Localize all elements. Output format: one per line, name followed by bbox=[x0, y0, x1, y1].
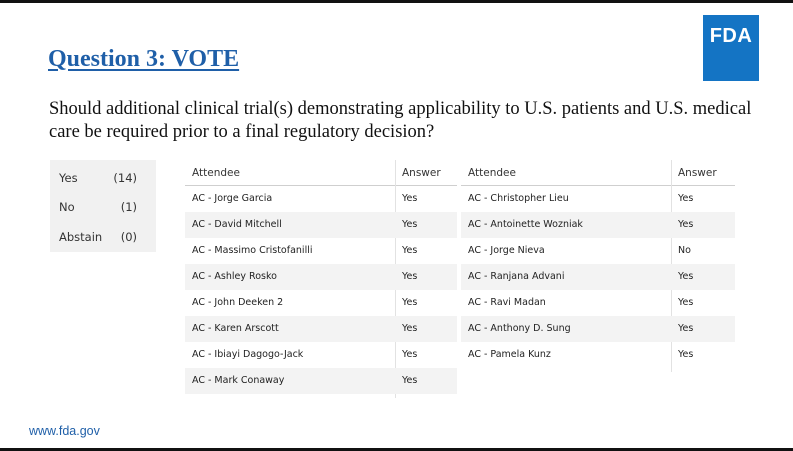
attendee-answer: Yes bbox=[402, 245, 418, 256]
tally-count: (1) bbox=[120, 200, 137, 214]
tally-row-no bbox=[59, 200, 151, 218]
fda-logo-text: FDA bbox=[709, 25, 753, 47]
attendee-answer: Yes bbox=[402, 219, 418, 230]
vote-tally bbox=[50, 160, 156, 252]
attendee-name: AC - Massimo Cristofanilli bbox=[192, 245, 313, 256]
table-row bbox=[461, 290, 735, 316]
attendee-table-right bbox=[461, 160, 735, 398]
tally-row-abstain bbox=[59, 230, 151, 248]
column-header-answer: Answer bbox=[678, 167, 717, 179]
column-header-attendee: Attendee bbox=[468, 167, 516, 179]
attendee-name: AC - Jorge Garcia bbox=[192, 193, 273, 204]
attendee-name: AC - Jorge Nieva bbox=[468, 245, 545, 256]
attendee-answer: Yes bbox=[402, 297, 418, 308]
attendee-name: AC - Karen Arscott bbox=[192, 323, 279, 334]
attendee-answer: No bbox=[678, 245, 691, 256]
table-row bbox=[185, 186, 457, 212]
attendee-answer: Yes bbox=[678, 219, 694, 230]
table-row bbox=[185, 316, 457, 342]
attendee-answer: Yes bbox=[402, 323, 418, 334]
table-row bbox=[461, 186, 735, 212]
table-header bbox=[461, 160, 735, 186]
attendee-name: AC - Ashley Rosko bbox=[192, 271, 277, 282]
fda-logo bbox=[703, 15, 759, 81]
table-row bbox=[461, 212, 735, 238]
column-header-attendee: Attendee bbox=[192, 167, 240, 179]
table-row bbox=[185, 238, 457, 264]
attendee-answer: Yes bbox=[402, 375, 418, 386]
attendee-name: AC - Antoinette Wozniak bbox=[468, 219, 583, 230]
footer-link[interactable]: www.fda.gov bbox=[29, 424, 100, 438]
attendee-answer: Yes bbox=[678, 271, 694, 282]
attendee-name: AC - John Deeken 2 bbox=[192, 297, 284, 308]
tally-row-yes bbox=[59, 171, 151, 189]
attendee-answer: Yes bbox=[402, 271, 418, 282]
table-row bbox=[185, 264, 457, 290]
vote-question: Should additional clinical trial(s) demonstrating applicability to U.S. patients and U.S. medical care be required prior to a final regulatory decision? bbox=[49, 99, 752, 142]
column-header-answer: Answer bbox=[402, 167, 441, 179]
attendee-answer: Yes bbox=[678, 349, 694, 360]
attendee-answer: Yes bbox=[678, 323, 694, 334]
tally-count: (0) bbox=[120, 230, 137, 244]
attendee-table-left bbox=[185, 160, 457, 398]
tally-label: Yes bbox=[59, 171, 78, 185]
table-row bbox=[185, 342, 457, 368]
tally-label: No bbox=[59, 200, 75, 214]
slide-title: Question 3: VOTE bbox=[48, 46, 240, 72]
attendee-name: AC - Ravi Madan bbox=[468, 297, 546, 308]
table-header bbox=[185, 160, 457, 186]
attendee-name: AC - Pamela Kunz bbox=[468, 349, 551, 360]
attendee-name: AC - Anthony D. Sung bbox=[468, 323, 571, 334]
table-row bbox=[185, 368, 457, 394]
tally-count: (14) bbox=[113, 171, 137, 185]
table-row bbox=[461, 316, 735, 342]
table-row bbox=[461, 264, 735, 290]
tally-label: Abstain bbox=[59, 230, 103, 244]
attendee-answer: Yes bbox=[678, 193, 694, 204]
attendee-name: AC - Mark Conaway bbox=[192, 375, 285, 386]
attendee-answer: Yes bbox=[678, 297, 694, 308]
table-row bbox=[185, 290, 457, 316]
attendee-answer: Yes bbox=[402, 193, 418, 204]
attendee-name: AC - Ranjana Advani bbox=[468, 271, 565, 282]
attendee-answer: Yes bbox=[402, 349, 418, 360]
attendee-name: AC - David Mitchell bbox=[192, 219, 282, 230]
attendee-name: AC - Ibiayi Dagogo-Jack bbox=[192, 349, 304, 360]
table-row bbox=[461, 342, 735, 368]
table-row bbox=[461, 238, 735, 264]
attendee-name: AC - Christopher Lieu bbox=[468, 193, 569, 204]
table-row bbox=[185, 212, 457, 238]
